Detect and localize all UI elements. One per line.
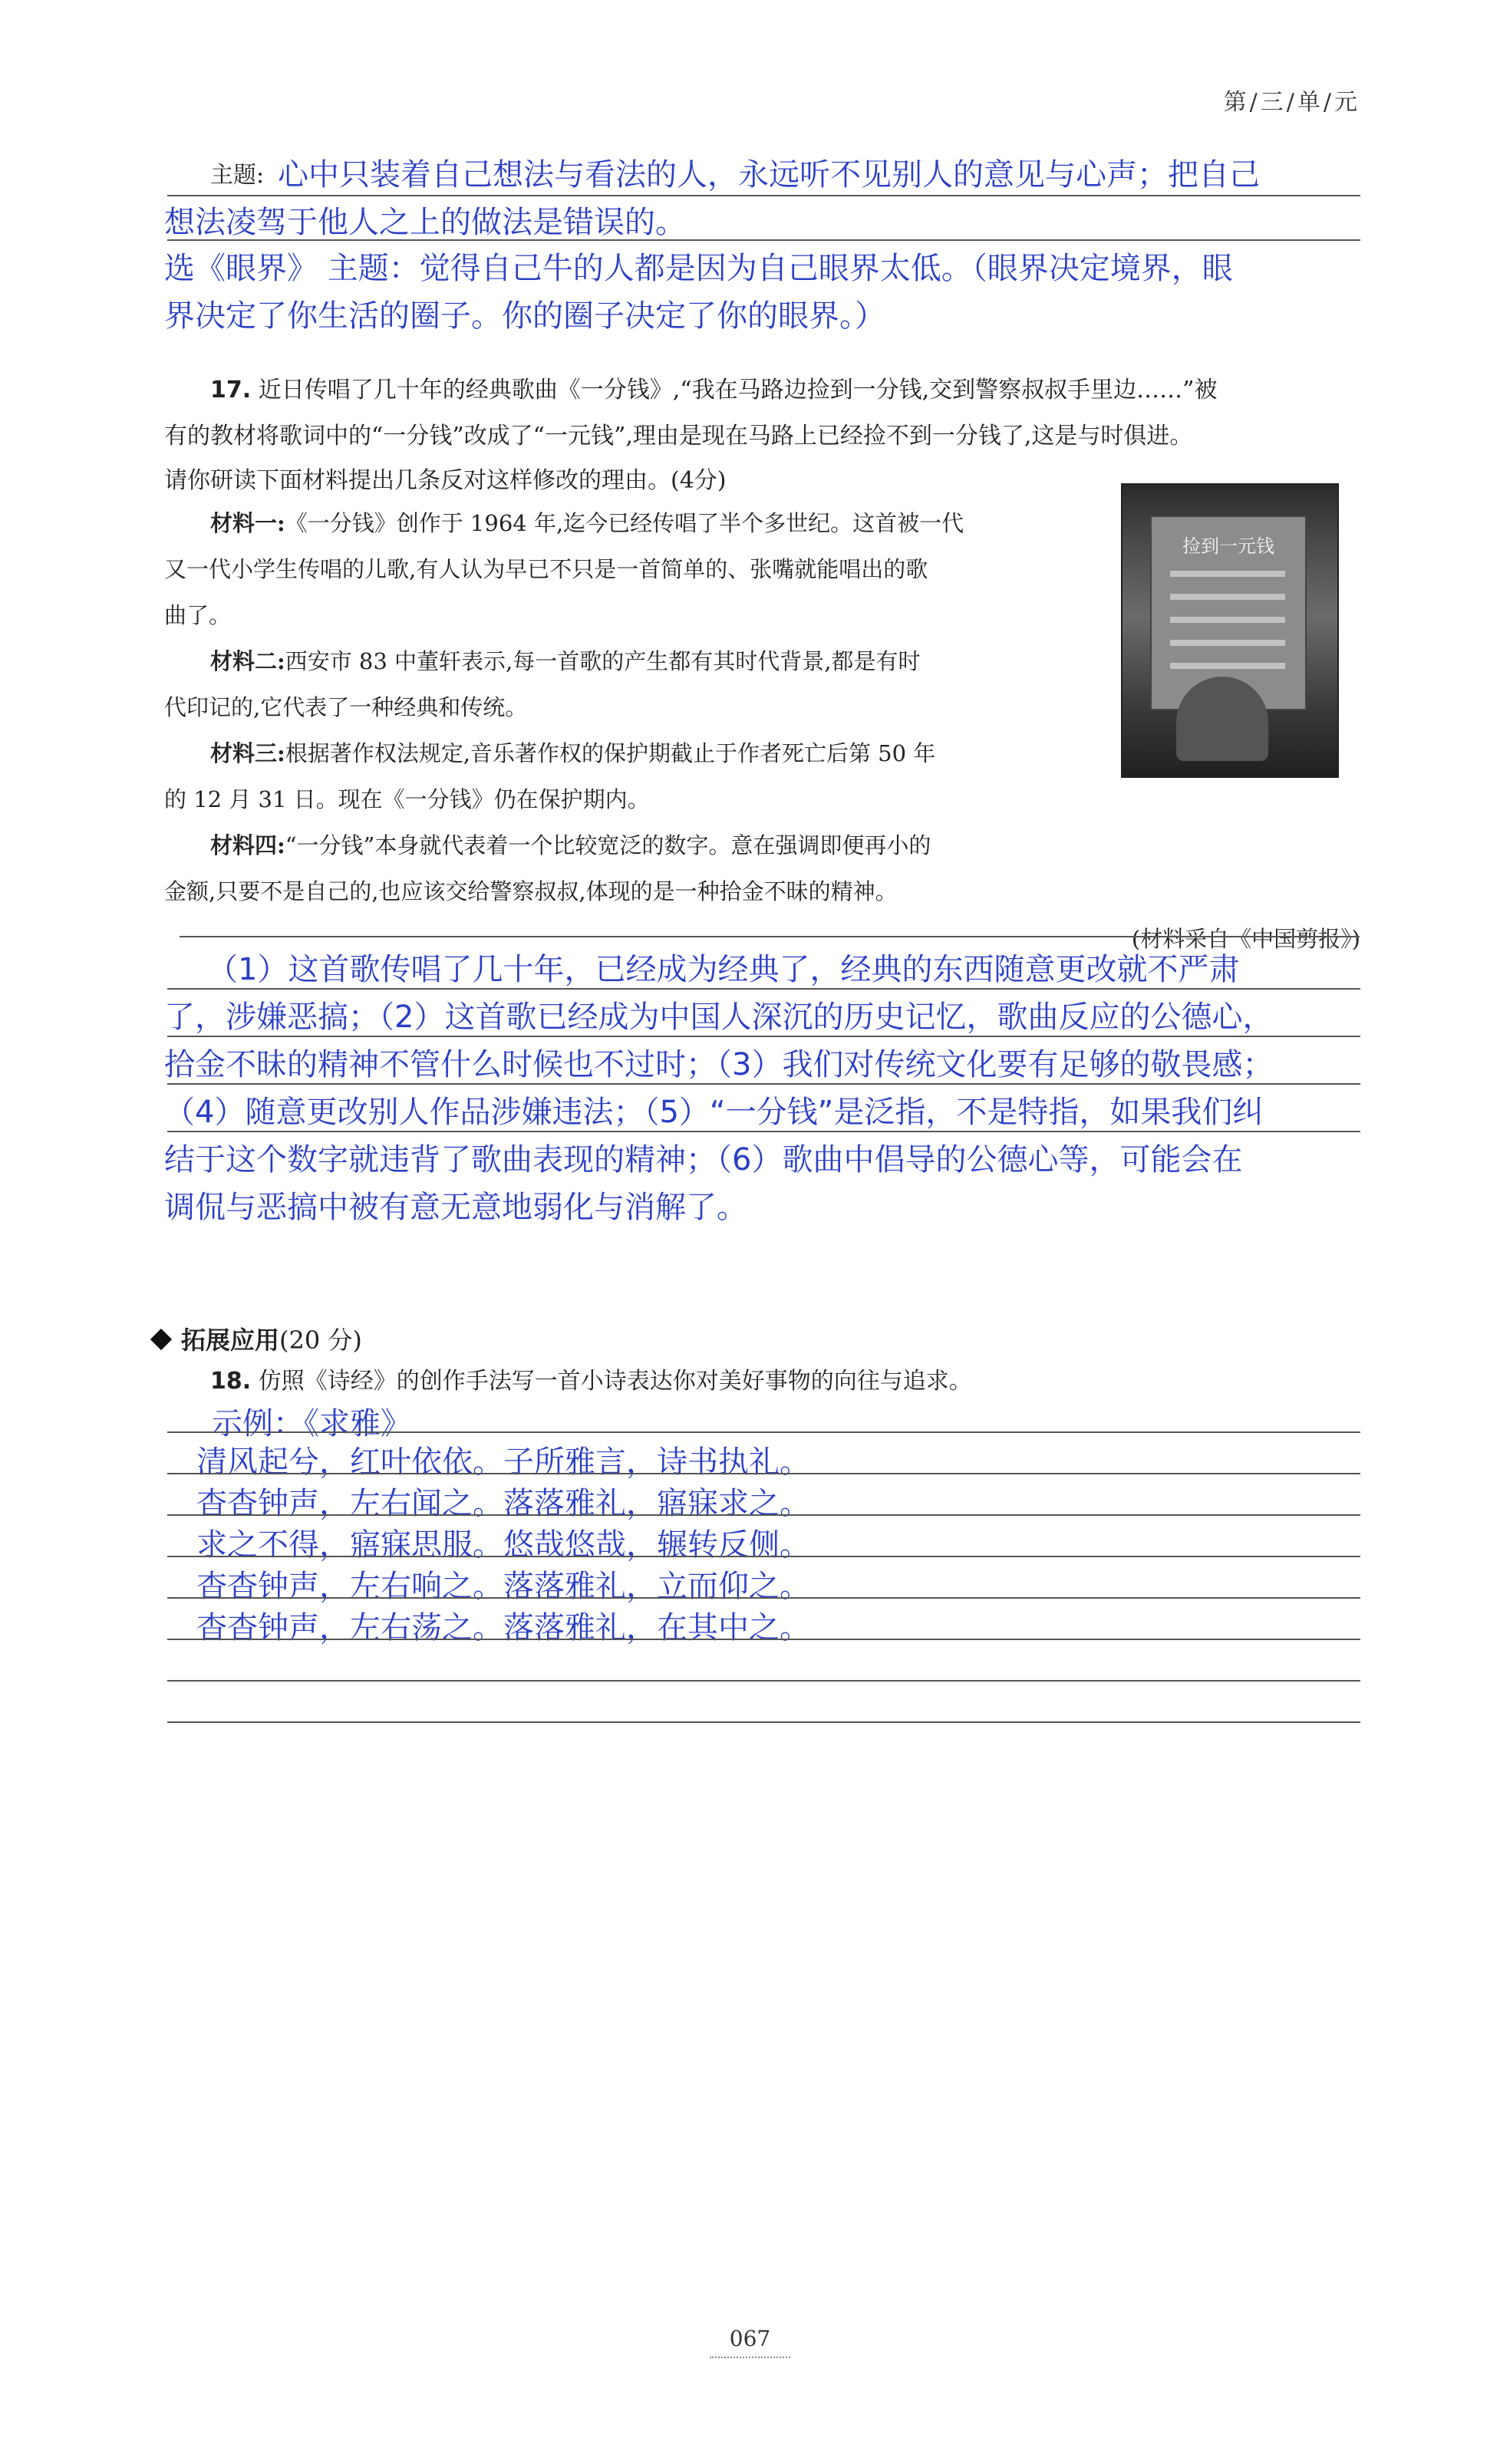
material-label: 材料二:	[210, 648, 285, 674]
q17-number: 17.	[210, 377, 252, 404]
poster-title: 捡到一元钱	[1182, 535, 1274, 557]
q18-answer-line-2: 清风起兮，红叶依依。子所雅言，诗书执礼。	[196, 1444, 810, 1480]
answer-rule	[167, 988, 1360, 990]
answer-rule	[167, 1036, 1360, 1037]
material-4	[210, 821, 1077, 870]
q18-number: 18.	[210, 1368, 252, 1395]
material-1	[210, 499, 1077, 548]
q17-line-1	[210, 367, 1361, 414]
answer-rule	[167, 1083, 1360, 1085]
material-text: “一分钱”本身就代表着一个比较宽泛的数字。意在强调即便再小的	[285, 832, 931, 858]
q17-text-1: 近日传唱了几十年的经典歌曲《一分钱》,“我在马路边捡到一分钱,交到警察叔叔手里边……”被	[258, 377, 1218, 404]
unit-header: 第/三/单/元	[1223, 89, 1360, 116]
material-2-line-2: 代印记的,它代表了一种经典和传统。	[164, 694, 528, 720]
answer-rule	[167, 1131, 1360, 1132]
material-label: 材料三:	[210, 740, 285, 766]
poster-lyrics-lines	[1170, 571, 1285, 686]
police-figure-shape	[1176, 677, 1268, 761]
q18-answer-line-4: 求之不得，寤寐思服。悠哉悠哉，辗转反侧。	[196, 1527, 810, 1563]
answer-rule	[167, 1680, 1360, 1682]
section-title: 拓展应用	[181, 1326, 280, 1355]
answer-rule	[167, 1597, 1360, 1599]
answer-rule	[167, 1473, 1360, 1474]
q18-answer-line-3: 杳杳钟声，左右闻之。落落雅礼，寤寐求之。	[196, 1486, 810, 1521]
answer-rule	[167, 1556, 1360, 1557]
material-1-line-2: 又一代小学生传唱的儿歌,有人认为早已不只是一首简单的、张嘴就能唱出的歌	[164, 556, 928, 582]
song-illustration-image	[1121, 483, 1339, 778]
material-4-line-2: 金额,只要不是自己的,也应该交给警察叔叔,体现的是一种拾金不昧的精神。	[164, 878, 898, 904]
section-heading	[153, 1321, 362, 1356]
diamond-bullet-icon	[150, 1329, 172, 1350]
answer-rule	[167, 1721, 1360, 1723]
handwritten-answer-line-3: 选《眼界》 主题：觉得自己牛的人都是因为自己眼界太低。（眼界决定境界，眼	[164, 251, 1233, 286]
material-3	[210, 729, 1077, 778]
q17-answer-line-2: 了，涉嫌恶搞；（2）这首歌已经成为中国人深沉的历史记忆，歌曲反应的公德心，	[164, 1000, 1274, 1035]
material-label: 材料四:	[210, 832, 285, 858]
material-2	[210, 637, 1077, 686]
handwritten-answer-line-1: 心中只装着自己想法与看法的人，永远听不见别人的意见与心声；把自己	[278, 157, 1260, 193]
q18-prompt	[210, 1358, 1361, 1405]
material-text: 根据著作权法规定,音乐著作权的保护期截止于作者死亡后第 50 年	[285, 740, 936, 766]
answer-rule	[167, 1514, 1360, 1516]
q17-answer-line-6: 调侃与恶搞中被有意无意地弱化与消解了。	[164, 1190, 747, 1225]
answer-rule	[167, 239, 1360, 241]
answer-rule	[167, 1431, 1360, 1433]
answer-rule	[167, 195, 1360, 196]
answer-rule	[167, 1639, 1360, 1640]
handwritten-answer-line-2: 想法凌驾于他人之上的做法是错误的。	[164, 205, 686, 240]
q17-line-2: 有的教材将歌词中的“一分钱”改成了“一元钱”,理由是现在马路上已经捡不到一分钱了,这是与时俱进。	[164, 423, 1193, 450]
q18-answer-line-6: 杳杳钟声，左右荡之。落落雅礼，在其中之。	[196, 1610, 810, 1645]
q17-line-3: 请你研读下面材料提出几条反对这样修改的理由。(4分)	[164, 467, 727, 494]
q17-answer-line-3: 拾金不昧的精神不管什么时候也不过时；（3）我们对传统文化要有足够的敬畏感；	[164, 1047, 1274, 1082]
handwritten-answer-line-4: 界决定了你生活的圈子。你的圈子决定了你的眼界。）	[164, 298, 885, 334]
q17-answer-line-1: （1）这首歌传唱了几十年，已经成为经典了，经典的东西随意更改就不严肃	[207, 952, 1240, 987]
theme-label: 主题:	[210, 162, 265, 189]
material-text: 《一分钱》创作于 1964 年,迄今已经传唱了半个多世纪。这首被一代	[285, 510, 964, 536]
q18-answer-line-1: 示例：《求雅》	[212, 1406, 411, 1441]
q18-text: 仿照《诗经》的创作手法写一首小诗表达你对美好事物的向往与追求。	[258, 1368, 972, 1395]
material-label: 材料一:	[210, 510, 285, 536]
q17-answer-line-5: 结于这个数字就违背了歌曲表现的精神；（6）歌曲中倡导的公德心等，可能会在	[164, 1142, 1243, 1178]
page-number: 067	[729, 2326, 771, 2351]
material-1-line-3: 曲了。	[164, 602, 232, 628]
material-source: (材料采自《中国剪报》)	[1131, 926, 1360, 952]
section-score: (20 分)	[279, 1326, 362, 1355]
material-text: 西安市 83 中董轩表示,每一首歌的产生都有其时代背景,都是有时	[285, 648, 921, 674]
page-number-dotted-rule	[710, 2357, 790, 2358]
material-3-line-2: 的 12 月 31 日。现在《一分钱》仍在保护期内。	[164, 786, 650, 812]
answer-rule	[180, 936, 1360, 937]
q17-answer-line-4: （4）随意更改别人作品涉嫌违法；（5）“一分钱”是泛指，不是特指，如果我们纠	[164, 1095, 1264, 1130]
q18-answer-line-5: 杳杳钟声，左右响之。落落雅礼，立而仰之。	[196, 1569, 810, 1604]
